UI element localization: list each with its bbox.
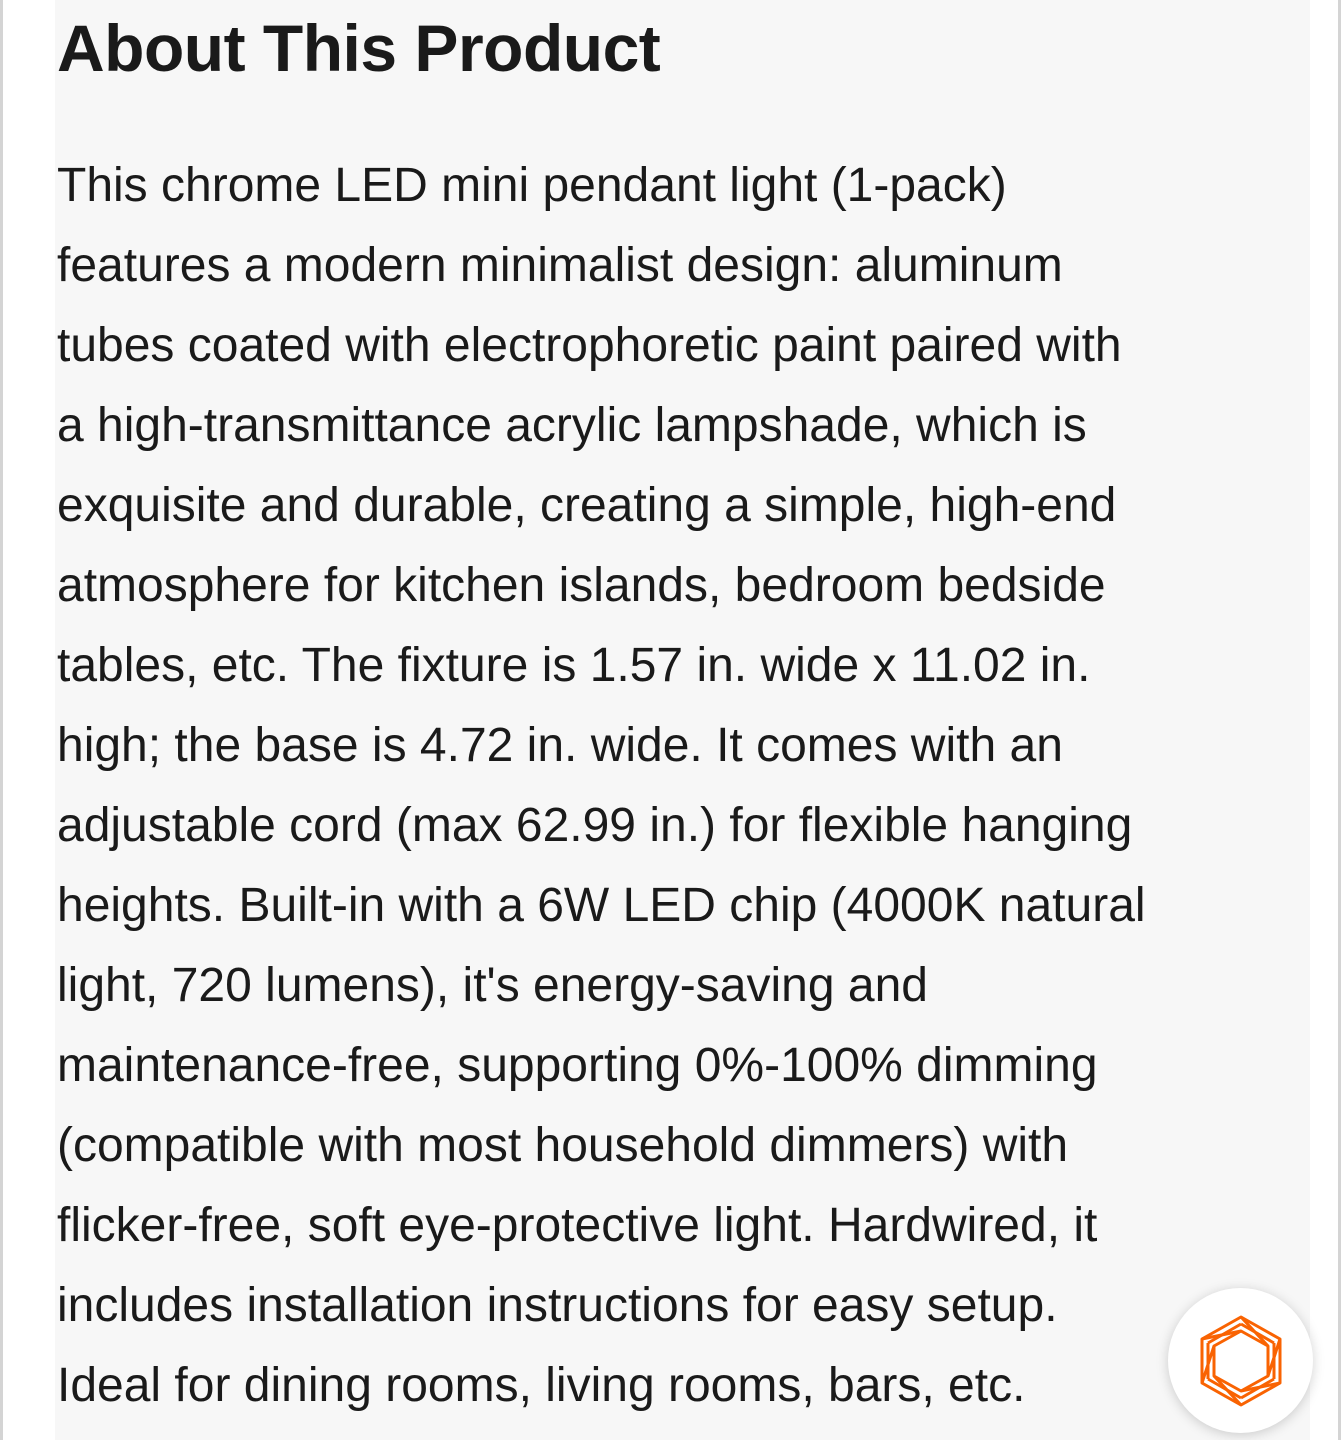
description-line: This chrome LED mini pendant light (1-pack) — [57, 159, 1007, 212]
description-line: (compatible with most household dimmers) with — [57, 1119, 1069, 1172]
description-line: heights. Built-in with a 6W LED chip (4000K natural — [57, 879, 1146, 932]
section-heading: About This Product — [57, 11, 661, 85]
description-line: Ideal for dining rooms, living rooms, bars, etc. — [57, 1359, 1026, 1412]
description-line: flicker-free, soft eye-protective light. Hardwired, it — [57, 1199, 1098, 1252]
description-line: features a modern minimalist design: aluminum — [57, 239, 1063, 292]
description-line: atmosphere for kitchen islands, bedroom bedside — [57, 559, 1106, 612]
description-line: tables, etc. The fixture is 1.57 in. wide x 11.02 in. — [57, 639, 1091, 692]
description-line: high; the base is 4.72 in. wide. It comes with an — [57, 719, 1063, 772]
chat-assistant-button[interactable] — [1168, 1288, 1313, 1433]
hexagon-chat-icon — [1198, 1313, 1284, 1409]
left-border — [0, 0, 3, 1440]
description-line: tubes coated with electrophoretic paint paired with — [57, 319, 1122, 372]
product-description — [57, 146, 1297, 1426]
description-line: a high-transmittance acrylic lampshade, which is — [57, 399, 1087, 452]
description-line: maintenance-free, supporting 0%-100% dimming — [57, 1039, 1098, 1092]
description-line: includes installation instructions for easy setup. — [57, 1279, 1058, 1332]
description-line: exquisite and durable, creating a simple, high-end — [57, 479, 1117, 532]
description-line: light, 720 lumens), it's energy-saving and — [57, 959, 928, 1012]
description-line: adjustable cord (max 62.99 in.) for flexible hanging — [57, 799, 1133, 852]
